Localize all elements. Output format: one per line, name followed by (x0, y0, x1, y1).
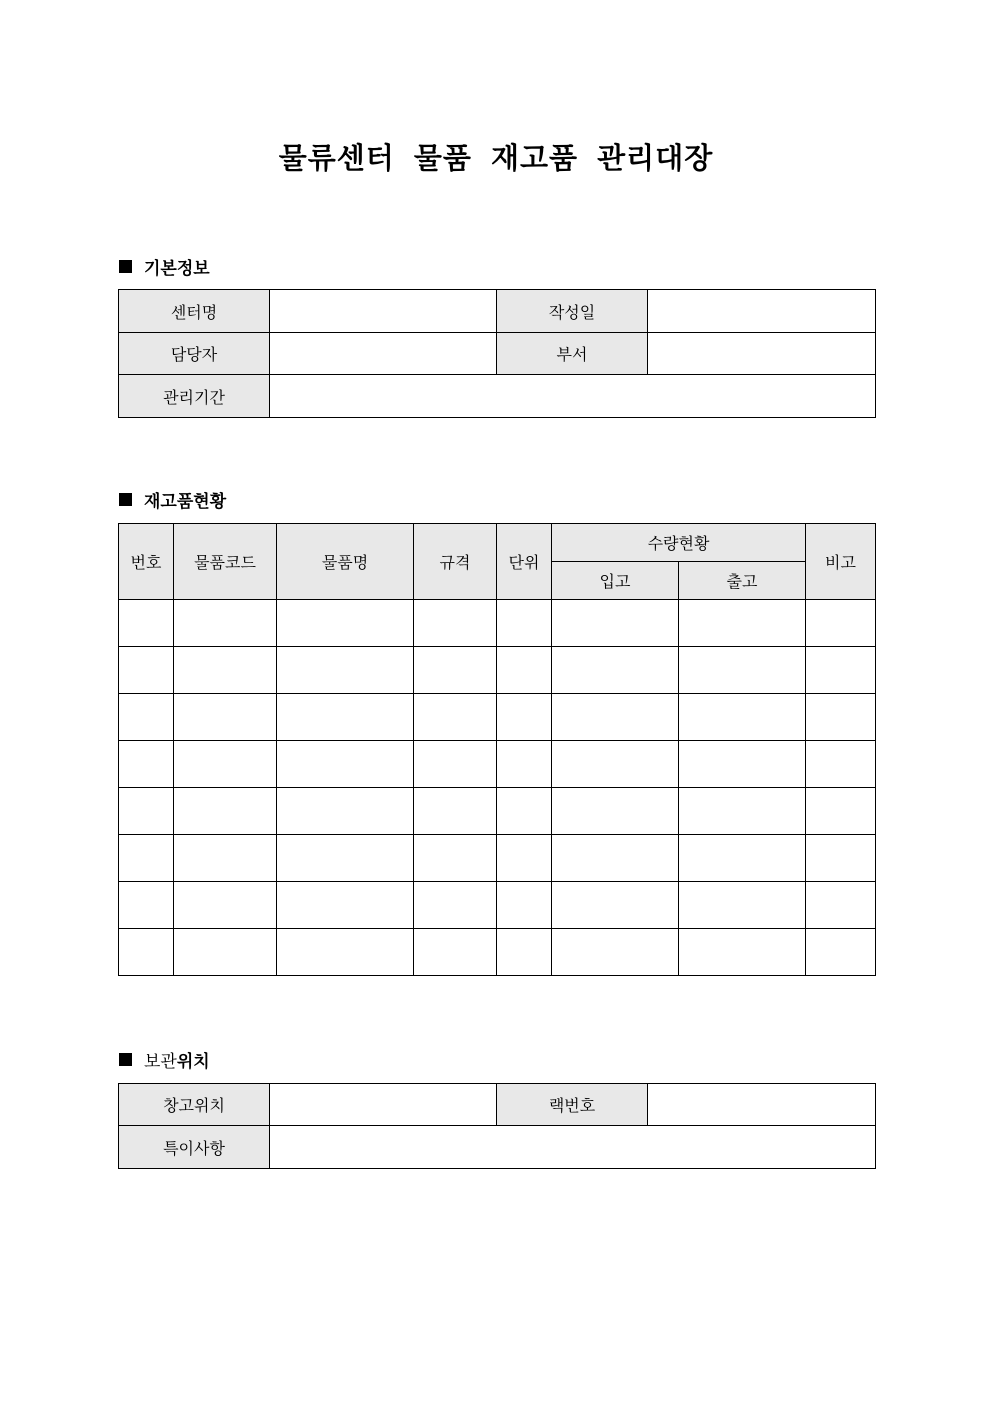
cell-no[interactable] (119, 835, 174, 882)
header-spec: 규격 (414, 524, 497, 600)
table-row (119, 788, 876, 835)
cell-unit[interactable] (497, 741, 552, 788)
department-field[interactable] (648, 333, 876, 375)
department-label: 부서 (497, 333, 648, 375)
table-row (119, 835, 876, 882)
cell-unit[interactable] (497, 882, 552, 929)
square-bullet-icon (119, 260, 132, 273)
cell-spec[interactable] (414, 741, 497, 788)
rack-field[interactable] (648, 1084, 876, 1126)
cell-in[interactable] (552, 694, 679, 741)
cell-name[interactable] (277, 741, 414, 788)
cell-name[interactable] (277, 600, 414, 647)
cell-no[interactable] (119, 647, 174, 694)
inventory-table (118, 523, 876, 976)
cell-unit[interactable] (497, 647, 552, 694)
cell-in[interactable] (552, 600, 679, 647)
cell-note[interactable] (806, 788, 876, 835)
cell-in[interactable] (552, 929, 679, 976)
cell-note[interactable] (806, 694, 876, 741)
cell-out[interactable] (679, 835, 806, 882)
cell-note[interactable] (806, 882, 876, 929)
cell-in[interactable] (552, 647, 679, 694)
cell-note[interactable] (806, 741, 876, 788)
section-heading-storage: 보관 위치 (119, 1047, 210, 1072)
cell-out[interactable] (679, 600, 806, 647)
cell-note[interactable] (806, 835, 876, 882)
cell-name[interactable] (277, 882, 414, 929)
table-row (119, 694, 876, 741)
header-code: 물품코드 (174, 524, 277, 600)
header-in: 입고 (552, 562, 679, 600)
cell-code[interactable] (174, 788, 277, 835)
cell-code[interactable] (174, 694, 277, 741)
center-name-field[interactable] (270, 290, 497, 333)
header-out: 출고 (679, 562, 806, 600)
section-heading-basic-info: 기본정보 (119, 254, 210, 279)
cell-in[interactable] (552, 882, 679, 929)
cell-out[interactable] (679, 647, 806, 694)
header-no: 번호 (119, 524, 174, 600)
cell-name[interactable] (277, 788, 414, 835)
header-unit: 단위 (497, 524, 552, 600)
cell-note[interactable] (806, 647, 876, 694)
cell-code[interactable] (174, 882, 277, 929)
cell-in[interactable] (552, 788, 679, 835)
remarks-field[interactable] (270, 1126, 876, 1169)
cell-spec[interactable] (414, 647, 497, 694)
basic-info-table (118, 289, 876, 418)
square-bullet-icon (119, 1053, 132, 1066)
date-label: 작성일 (497, 290, 648, 333)
cell-spec[interactable] (414, 835, 497, 882)
cell-out[interactable] (679, 694, 806, 741)
rack-label: 랙번호 (497, 1084, 648, 1126)
cell-unit[interactable] (497, 600, 552, 647)
cell-no[interactable] (119, 788, 174, 835)
cell-no[interactable] (119, 882, 174, 929)
cell-out[interactable] (679, 788, 806, 835)
warehouse-label: 창고위치 (119, 1084, 270, 1126)
cell-in[interactable] (552, 741, 679, 788)
cell-spec[interactable] (414, 882, 497, 929)
period-field[interactable] (270, 375, 876, 418)
table-row (119, 929, 876, 976)
cell-no[interactable] (119, 929, 174, 976)
cell-spec[interactable] (414, 600, 497, 647)
table-row (119, 600, 876, 647)
cell-unit[interactable] (497, 788, 552, 835)
header-quantity: 수량현황 (552, 524, 806, 562)
cell-unit[interactable] (497, 835, 552, 882)
table-row (119, 647, 876, 694)
cell-note[interactable] (806, 600, 876, 647)
cell-code[interactable] (174, 835, 277, 882)
cell-name[interactable] (277, 835, 414, 882)
cell-out[interactable] (679, 882, 806, 929)
manager-label: 담당자 (119, 333, 270, 375)
cell-name[interactable] (277, 929, 414, 976)
cell-code[interactable] (174, 647, 277, 694)
remarks-label: 특이사항 (119, 1126, 270, 1169)
cell-no[interactable] (119, 600, 174, 647)
center-name-label: 센터명 (119, 290, 270, 333)
cell-in[interactable] (552, 835, 679, 882)
table-row (119, 882, 876, 929)
cell-spec[interactable] (414, 694, 497, 741)
manager-field[interactable] (270, 333, 497, 375)
cell-no[interactable] (119, 741, 174, 788)
period-label: 관리기간 (119, 375, 270, 418)
cell-code[interactable] (174, 929, 277, 976)
cell-name[interactable] (277, 694, 414, 741)
cell-code[interactable] (174, 600, 277, 647)
date-field[interactable] (648, 290, 876, 333)
cell-code[interactable] (174, 741, 277, 788)
cell-out[interactable] (679, 741, 806, 788)
cell-spec[interactable] (414, 929, 497, 976)
cell-unit[interactable] (497, 929, 552, 976)
cell-unit[interactable] (497, 694, 552, 741)
cell-out[interactable] (679, 929, 806, 976)
warehouse-field[interactable] (270, 1084, 497, 1126)
cell-note[interactable] (806, 929, 876, 976)
table-row (119, 741, 876, 788)
header-note: 비고 (806, 524, 876, 600)
cell-no[interactable] (119, 694, 174, 741)
document-title: 물류센터 물품 재고품 관리대장 (278, 141, 714, 175)
storage-table (118, 1083, 876, 1169)
square-bullet-icon (119, 493, 132, 506)
cell-name[interactable] (277, 647, 414, 694)
section-heading-inventory: 재고품현황 (119, 487, 226, 512)
cell-spec[interactable] (414, 788, 497, 835)
header-name: 물품명 (277, 524, 414, 600)
